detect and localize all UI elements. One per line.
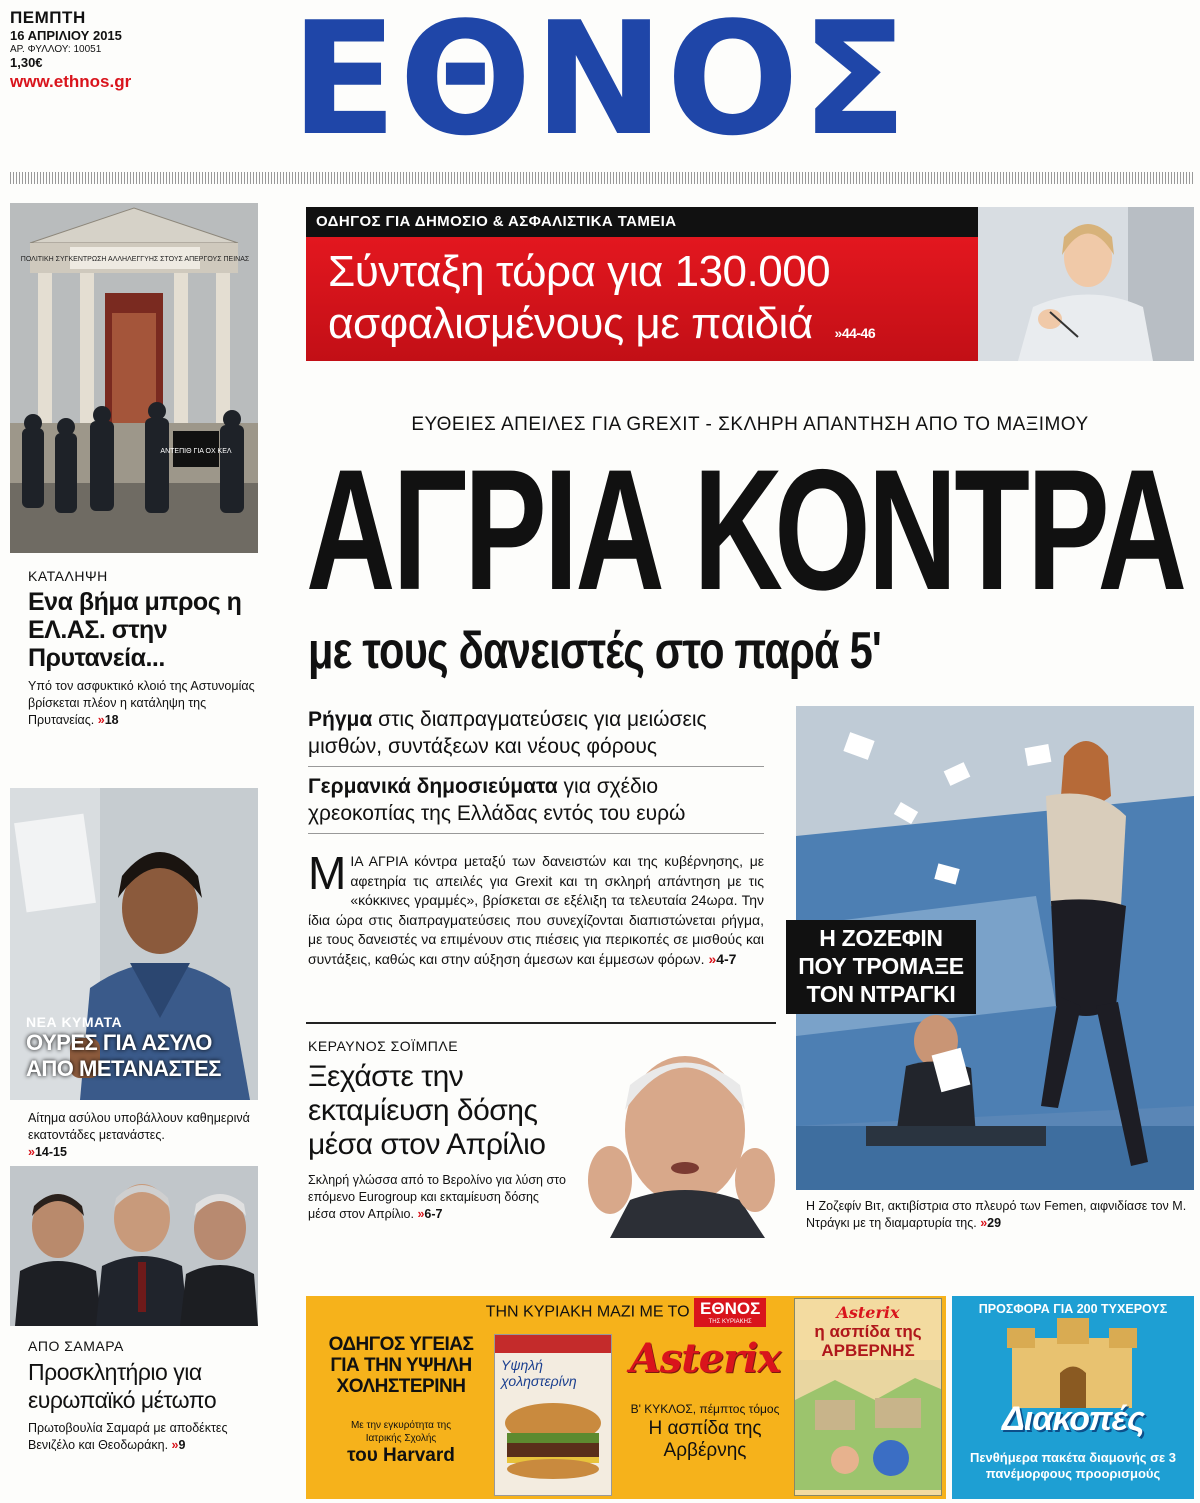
sidebar-story-2-header: [10, 1010, 258, 1080]
promo-offer: [952, 1296, 1194, 1499]
photo-sign-text: ΑΝΤΕΠΙΘ ΓΙΑ ΟΧ ΚΕΛ: [160, 448, 232, 455]
offer-text: Πενθήμερα πακέτα διαμονής σε 3 πανέμορφους προορισμούς: [969, 1450, 1177, 1481]
story1-body-text: Υπό τον ασφυκτικό κλοιό της Αστυνομίας βρίσκεται πλέον η κατάληψη της Πρυτανείας.: [28, 679, 255, 727]
pension-line-2-text: ασφαλισμένους με παιδιά: [328, 299, 813, 348]
femen-caption: Η Ζοζεφίν Βιτ, ακτιβίστρια στο πλευρό των Femen, αιφνιδίασε τον Μ. Ντράγκι με τη διαμαρτυρία της. »29: [806, 1199, 1187, 1230]
pension-label: ΟΔΗΓΟΣ ΓΙΑ ΔΗΜΟΣΙΟ & ΑΣΦΑΛΙΣΤΙΚΑ ΤΑΜΕΙΑ: [316, 213, 677, 230]
asterix-logo: Asterix: [629, 1335, 781, 1382]
promo-asterix: [620, 1332, 790, 1496]
promo-strip-logo-sub: ΤΗΣ ΚΥΡΙΑΚΗΣ: [708, 1319, 752, 1325]
asterix-cycle: Β' ΚΥΚΛΟΣ, πέμπτος τόμος: [630, 1402, 780, 1416]
masthead-price: 1,30€: [10, 55, 43, 70]
promo-strip-logo: [694, 1298, 766, 1327]
lead-divider: [306, 1022, 776, 1024]
story3-body-text: Πρωτοβουλία Σαμαρά με αποδέκτες Βενιζέλο και Θεοδωράκη.: [28, 1421, 228, 1452]
schaeuble-pages: 6-7: [424, 1207, 443, 1221]
story2-page: 14-15: [34, 1145, 67, 1159]
offer-label: ΠΡΟΣΦΟΡΑ ΓΙΑ 200 ΤΥΧΕΡΟΥΣ: [978, 1302, 1168, 1316]
story1-page: 18: [104, 713, 119, 727]
health-harvard: του Harvard: [347, 1445, 455, 1466]
sidebar-story-1: [28, 568, 258, 729]
story1-body: Υπό τον ασφυκτικό κλοιό της Αστυνομίας βρίσκεται πλέον η κατάληψη της Πρυτανείας. »18: [28, 679, 255, 727]
promo-strip-logo-text: ΕΘΝΟΣ: [700, 1299, 761, 1318]
health-book-title: Υψηλή χοληστερίνη: [501, 1357, 577, 1389]
asterix-cover-title: η ασπίδα της ΑΡΒΕΡΝΗΣ: [814, 1322, 922, 1360]
deck-item-1: [308, 706, 764, 767]
politicians-photo: [10, 1166, 258, 1326]
offer-title: Διακοπές: [1001, 1400, 1145, 1438]
femen-page: 29: [987, 1216, 1002, 1230]
story2-body-text: Αίτημα ασύλου υποβάλλουν καθημερινά εκατοντάδες μετανάστες.: [28, 1111, 250, 1142]
schaeuble-kicker: ΚΕΡΑΥΝΟΣ ΣΟΪΜΠΛΕ: [308, 1038, 459, 1054]
masthead-date: 16 ΑΠΡΙΛΙΟΥ 2015: [10, 28, 122, 43]
femen-caption-text: Η Ζοζεφίν Βιτ, ακτιβίστρια στο πλευρό των Femen, αιφνιδίασε τον Μ. Ντράγκι με τη διαμαρτυρία της.: [806, 1199, 1187, 1230]
health-note: Με την εγκυρότητα της Ιατρικής Σχολής: [350, 1420, 452, 1444]
pension-banner: [306, 207, 1194, 361]
lead-headline: ΑΓΡΙΑ ΚΟΝΤΡΑ: [306, 434, 1185, 626]
asterix-title: Η ασπίδα της Αρβέρνης: [648, 1418, 762, 1461]
story3-headline: Προσκλητήριο για ευρωπαϊκό μέτωπο: [28, 1359, 217, 1413]
schaeuble-photo: [570, 1030, 780, 1238]
deck-1-bold: Ρήγμα: [308, 708, 373, 731]
masthead-info: [10, 8, 180, 92]
deck-2-rest: για σχέδιο χρεοκοπίας της Ελλάδας εντός του ευρώ: [308, 775, 686, 825]
sidebar-story-2-body: Αίτημα ασύλου υποβάλλουν καθημερινά εκατοντάδες μετανάστες. »14-15: [28, 1111, 250, 1159]
masthead-logo: ΕΘΝΟΣ: [290, 0, 910, 170]
schaeuble-headline: Ξεχάστε την εκταμίευση δόσης μέσα στον Απρίλιο: [308, 1060, 546, 1161]
story1-headline: Ενα βήμα μπρος η ΕΛ.ΑΣ. στην Πρυτανεία...: [28, 588, 242, 672]
burger-illustration: [495, 1393, 611, 1483]
masthead-rule: [10, 172, 1194, 184]
lead-body-text: κόντρα μεταξύ των δανειστών και της κυβέρνησης, με αφετηρία τις απειλές για Grexit και τη σκληρή απάντηση με τις «κόκκινες γραμμές», βρίσκεται σε εξέλιξη τα τελευταία 24ωρα. Την ίδια ώρα στις διαπραγματεύσεις που συνεχίζονται διαπιστώνεται ρήγμα, με τους δανειστές να επιμένουν στις πιέσεις για περικοπές σε μισθούς και συντάξεις, καθώς και στην αύξηση άμεσων και έμμεσων φόρων.: [308, 853, 765, 967]
deck-2-bold: Γερμανικά δημοσιεύματα: [308, 775, 558, 798]
asterix-cover: [794, 1298, 942, 1496]
masthead-day: ΠΕΜΠΤΗ: [10, 8, 86, 27]
lead-dropcap: Μ: [308, 847, 347, 899]
story3-page: 9: [178, 1438, 186, 1452]
schaeuble-body: Σκληρή γλώσσα από το Βερολίνο για λύση στο επόμενο Eurogroup και εκταμίευση δόσης μέσα στον Απρίλιο. »6-7: [308, 1173, 566, 1221]
lead-body-caps: ΙΑ ΑΓΡΙΑ: [350, 853, 408, 869]
lead-body: Μ ΙΑ ΑΓΡΙΑ κόντρα μεταξύ των δανειστών και της κυβέρνησης, με αφετηρία τις απειλές για Grexit και τη σκληρή απάντηση με τις «κόκκινες γραμμές», βρίσκεται σε εξέλιξη τα τελευταία 24ωρα. Την ίδια ώρα στις διαπραγματεύσεις που συνεχίζονται διαπιστώνεται ρήγμα, με τους δανειστές να επιμένουν στις πιέσεις για περικοπές σε μισθούς και συντάξεις, καθώς και στην αύξηση άμεσων και έμμεσων φόρων. »4-7: [308, 847, 765, 967]
promo-strip-label: ΤΗΝ ΚΥΡΙΑΚΗ ΜΑΖΙ ΜΕ ΤΟ: [485, 1303, 690, 1321]
masthead-issue: ΑΡ. ΦΥΛΛΟΥ: 10051: [10, 44, 102, 55]
schaeuble-body-text: Σκληρή γλώσσα από το Βερολίνο για λύση στο επόμενο Eurogroup και εκταμίευση δόσης μέσα στον Απρίλιο.: [308, 1173, 566, 1221]
story3-body: Πρωτοβουλία Σαμαρά με αποδέκτες Βενιζέλο και Θεοδωράκη. »9: [28, 1421, 228, 1452]
pension-pages: 44-46: [841, 325, 876, 341]
deck-1-rest: στις διαπραγματεύσεις για μειώσεις μισθών, συντάξεων και νέους φόρους: [308, 708, 707, 758]
femen-overlay: Η ΖΟΖΕΦΙΝ ΠΟΥ ΤΡΟΜΑΞΕ ΤΟΝ ΝΤΡΑΓΚΙ: [786, 920, 976, 1014]
deck-item-2: [308, 767, 764, 834]
lead-deck: [308, 706, 764, 834]
promo-health: [312, 1332, 490, 1496]
sidebar-story-3: [28, 1338, 258, 1454]
health-book-cover: [494, 1334, 612, 1496]
lead-subhead: με τους δανειστές στο παρά 5': [308, 622, 881, 680]
schaeuble-story: [308, 1038, 588, 1223]
photo-banner-text: ΠΟΛΙΤΙΚΗ ΣΥΓΚΕΝΤΡΩΣΗ ΑΛΛΗΛΕΓΓΥΗΣ ΣΤΟΥΣ ΑΠΕΡΓΟΥΣ ΠΕΙΝΑΣ: [20, 256, 250, 263]
story3-kicker: ΑΠΟ ΣΑΜΑΡΑ: [28, 1338, 124, 1354]
lead-overline: ΕΥΘΕΙΕΣ ΑΠΕΙΛΕΣ ΓΙΑ GREXIT - ΣΚΛΗΡΗ ΑΠΑΝΤΗΣΗ ΑΠΟ ΤΟ ΜΑΞΙΜΟΥ: [411, 414, 1089, 435]
pension-line-1: Σύνταξη τώρα για 130.000: [328, 247, 831, 296]
woman-at-desk-photo: [978, 207, 1194, 361]
story1-kicker: ΚΑΤΑΛΗΨΗ: [28, 568, 108, 584]
story2-kicker: ΝΕΑ ΚΥΜΑΤΑ: [26, 1014, 123, 1030]
masthead-website[interactable]: www.ethnos.gr: [10, 72, 132, 91]
story2-headline: ΟΥΡΕΣ ΓΙΑ ΑΣΥΛΟ ΑΠΟ ΜΕΤΑΝΑΣΤΕΣ: [26, 1030, 221, 1081]
lead-pages: 4-7: [716, 950, 737, 967]
asterix-cover-logo: Asterix: [836, 1303, 900, 1322]
asterix-cover-art: [795, 1360, 942, 1490]
pension-line-2: ασφαλισμένους με παιδιά »44-46: [328, 299, 876, 348]
police-photo: [10, 203, 258, 553]
health-title: ΟΔΗΓΟΣ ΥΓΕΙΑΣ ΓΙΑ ΤΗΝ ΥΨΗΛΗ ΧΟΛΗΣΤΕΡΙΝΗ: [328, 1334, 474, 1397]
